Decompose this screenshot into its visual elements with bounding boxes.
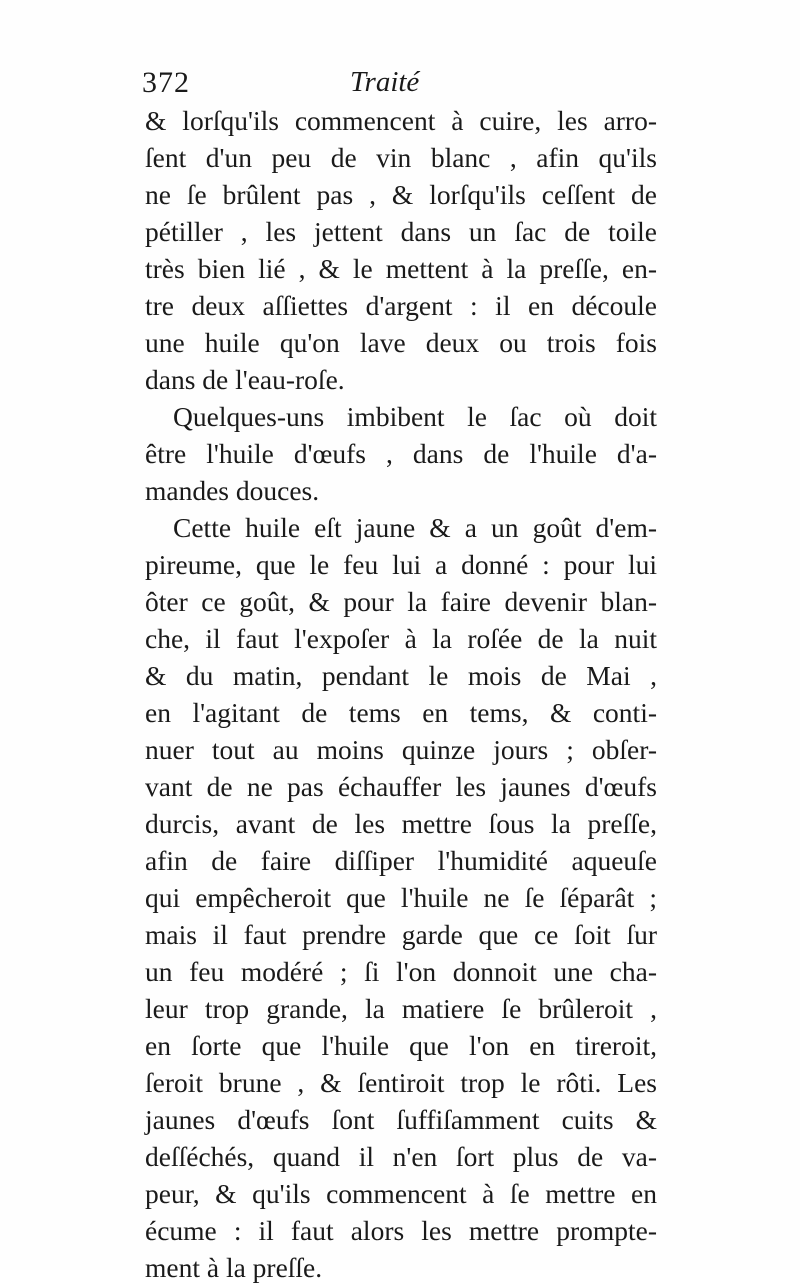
text-line: tre deux aſſiettes d'argent : il en découle (145, 290, 657, 321)
text-line: & lorſqu'ils commencent à cuire, les arro- (145, 105, 657, 136)
text-line: pireume, que le feu lui a donné : pour lui (145, 549, 657, 580)
text-line: écume : il faut alors les mettre prompte- (145, 1215, 657, 1246)
text-line: très bien lié , & le mettent à la preſſe, en- (145, 253, 657, 284)
text-line: un feu modéré ; ſi l'on donnoit une cha- (145, 956, 657, 987)
text-line: durcis, avant de les mettre ſous la preſſe, (145, 808, 657, 839)
text-line: en ſorte que l'huile que l'on en tireroit, (145, 1030, 657, 1061)
text-line: Quelques-uns imbibent le ſac où doit (173, 401, 657, 432)
text-line: ſent d'un peu de vin blanc , afin qu'ils (145, 142, 657, 173)
text-line: Cette huile eſt jaune & a un goût d'em- (173, 512, 657, 543)
text-line: qui empêcheroit que l'huile ne ſe ſéparât ; (145, 882, 657, 913)
text-line: jaunes d'œufs ſont ſuffiſamment cuits & (145, 1104, 657, 1135)
text-line: être l'huile d'œufs , dans de l'huile d'a- (145, 438, 657, 469)
text-line: nuer tout au moins quinze jours ; obſer- (145, 734, 657, 765)
text-line: pétiller , les jettent dans un ſac de toile (145, 216, 657, 247)
running-title: Traité (350, 66, 420, 98)
body-text (145, 102, 657, 1286)
text-line: afin de faire diſſiper l'humidité aqueuſe (145, 845, 657, 876)
text-line: deſſéchés, quand il n'en ſort plus de va- (145, 1141, 657, 1172)
text-line: mandes douces. (145, 475, 320, 506)
text-line: dans de l'eau-roſe. (145, 364, 345, 395)
text-line: ôter ce goût, & pour la faire devenir blan- (145, 586, 657, 617)
text-line: & du matin, pendant le mois de Mai , (145, 660, 657, 691)
page-number: 372 (142, 66, 190, 99)
page-header (142, 66, 662, 106)
text-line: leur trop grande, la matiere ſe brûleroit , (145, 993, 657, 1024)
text-line: ment à la preſſe. (145, 1252, 323, 1283)
text-line: en l'agitant de tems en tems, & conti- (145, 697, 657, 728)
text-line: ne ſe brûlent pas , & lorſqu'ils ceſſent de (145, 179, 657, 210)
text-line: ſeroit brune , & ſentiroit trop le rôti. Les (145, 1067, 657, 1098)
text-line: une huile qu'on lave deux ou trois fois (145, 327, 657, 358)
text-line: mais il faut prendre garde que ce ſoit ſur (145, 919, 657, 950)
text-line: peur, & qu'ils commencent à ſe mettre en (145, 1178, 657, 1209)
text-line: che, il faut l'expoſer à la roſée de la nuit (145, 623, 657, 654)
text-line: vant de ne pas échauffer les jaunes d'œufs (145, 771, 657, 802)
